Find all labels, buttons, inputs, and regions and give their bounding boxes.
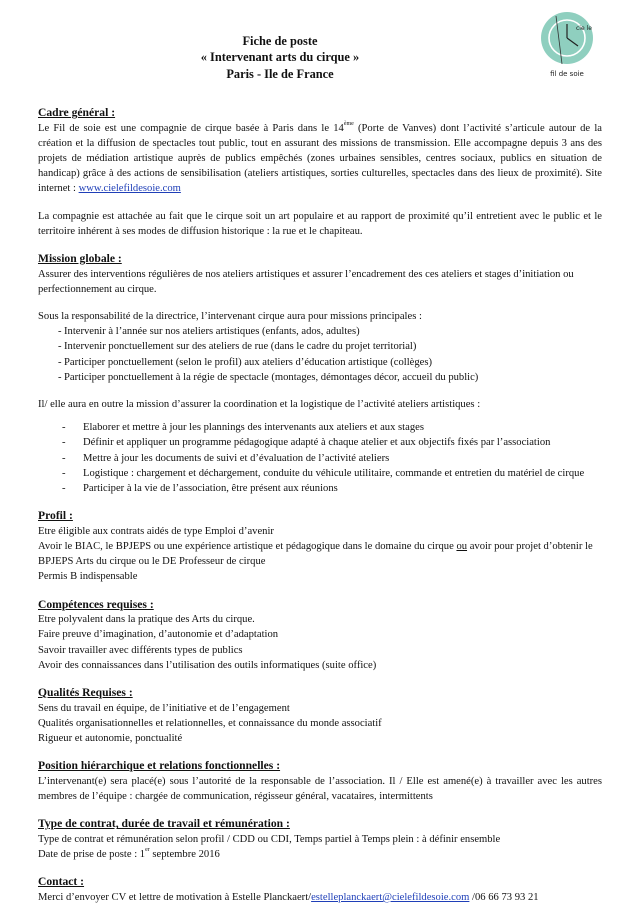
mission-responsibility: Sous la responsabilité de la directrice, l’intervenant cirque aura pour missions principales : <box>38 311 422 323</box>
website-link[interactable]: www.cielefildesoie.com <box>78 183 181 195</box>
competence-line: Savoir travailler avec différents types de publics <box>38 644 243 656</box>
profil-line-1: Etre éligible aux contrats aidés de type Emploi d’avenir <box>38 525 274 537</box>
section-title-profil: Profil : <box>38 509 73 523</box>
email-link[interactable]: estelleplanckaert@cielefildesoie.com <box>311 891 470 903</box>
list-item: - Logistique : chargement et déchargement, conduite du véhicule utilitaire, commande et entretien du matériel de cirque <box>62 466 602 481</box>
header-title: Fiche de poste <box>242 34 318 48</box>
contact-text: Merci d’envoyer CV et lettre de motivation à Estelle Planckaert/estelleplanckaert@cielefildesoie.com /06 66 73 93 21 <box>38 891 539 903</box>
profil-line-3: Permis B indispensable <box>38 571 138 583</box>
section-title-contrat: Type de contrat, durée de travail et rémunération : <box>38 817 290 831</box>
list-item: - Participer à la vie de l’association, être présent aux réunions <box>62 481 602 496</box>
header-job-title: « Intervenant arts du cirque » <box>200 50 360 65</box>
qualite-line: Sens du travail en équipe, de l’initiative et de l’engagement <box>38 702 290 714</box>
contrat-line-1: Type de contrat et rémunération selon profil / CDD ou CDI, Temps partiel à Temps plein : à définir ensemble <box>38 833 501 845</box>
logo-text-top: cie le <box>576 25 592 32</box>
competence-line: Avoir des connaissances dans l’utilisation des outils informatiques (suite office) <box>38 659 377 671</box>
list-item: - Elaborer et mettre à jour les plannings des intervenants aux ateliers et aux stages <box>62 420 602 435</box>
section-title-contact: Contact : <box>38 875 85 889</box>
section-title-position: Position hiérarchique et relations fonctionnelles : <box>38 759 281 773</box>
mission-list <box>38 324 602 385</box>
mission-coordination: Il/ elle aura en outre la mission d’assurer la coordination et la logistique de l’activité ateliers artistiques : <box>38 399 481 411</box>
contrat-line-2: Date de prise de poste : 1er septembre 2016 <box>38 847 220 861</box>
logo-text-bottom: fil de soie <box>550 70 584 78</box>
list-item: - Participer ponctuellement (selon le profil) aux ateliers d’éducation artistique (collèges) <box>59 355 602 370</box>
list-item: - Mettre à jour les documents de suivi et d’évaluation de l’activité ateliers <box>62 451 602 466</box>
competence-line: Faire preuve d’imagination, d’autonomie et d’adaptation <box>38 629 279 641</box>
mission-intro: Assurer des interventions régulières de nos ateliers artistiques et assurer l’encadrement des ces ateliers et stages d’initiation ou perfectionnement au cirque. <box>38 268 574 295</box>
header-location: Paris - Ile de France <box>226 66 334 81</box>
list-item: - Intervenir ponctuellement sur des ateliers de rue (dans le cadre du projet territorial) <box>59 339 602 354</box>
cadre-paragraph-2: La compagnie est attachée au fait que le cirque soit un art populaire et au rapport de proximité qu’il entretient avec le public et le territoire inhérent à ses modes de diffusion historique : la rue et le chapiteau. <box>38 210 602 237</box>
competence-line: Etre polyvalent dans la pratique des Arts du cirque. <box>38 614 255 626</box>
cadre-paragraph-1: Le Fil de soie est une compagnie de cirque basée à Paris dans le 14ème (Porte de Vanves) dont l’activité s’articule autour de la création et la diffusion de spectacles tout public, tout en assurant des missions de transmission. Elle accompagne depuis 3 ans des projets de médiation artistique auprès de publics empêchés (zones urbaines sensibles, centres sociaux, publics en situation de handicap) grâce à des actions de sensibilisation (ateliers artistiques, sorties culturelles, spectacles dans des lieux de proximité). Site internet : www.cielefildesoie.com <box>38 120 602 195</box>
section-title-qualites: Qualités Requises : <box>38 686 133 700</box>
profil-line-2: Avoir le BIAC, le BPJEPS ou une expérience artistique et pédagogique dans le domaine du cirque ou avoir pour projet d’obtenir le BPJEPS Arts du cirque ou le DE Professeur de cirque <box>38 541 593 568</box>
qualite-line: Qualités organisationnelles et relationnelles, et connaissance du monde associatif <box>38 717 382 729</box>
list-item: - Participer ponctuellement à la régie de spectacle (montages, démontages décor, accueil du public) <box>59 370 602 385</box>
list-item: - Définir et appliquer un programme pédagogique adapté à chaque atelier et aux objectifs fixés par l’association <box>62 435 602 450</box>
coordination-list <box>38 420 602 496</box>
position-text: L’intervenant(e) sera placé(e) sous l’autorité de la responsable de l’association. Il / Elle est amené(e) à travailler avec les autres membres de l’équipe : chargée de communication, régisseur général, vacataires, intermittents <box>38 775 602 803</box>
company-logo <box>536 8 602 80</box>
section-title-cadre: Cadre général : <box>38 106 116 119</box>
list-item: - Intervenir à l’année sur nos ateliers artistiques (enfants, ados, adultes) <box>59 324 602 339</box>
section-title-competences: Compétences requises : <box>38 597 154 611</box>
section-title-mission: Mission globale : <box>38 252 122 266</box>
document-body <box>38 105 602 905</box>
qualite-line: Rigueur et autonomie, ponctualité <box>38 733 183 745</box>
document-header <box>0 33 560 82</box>
